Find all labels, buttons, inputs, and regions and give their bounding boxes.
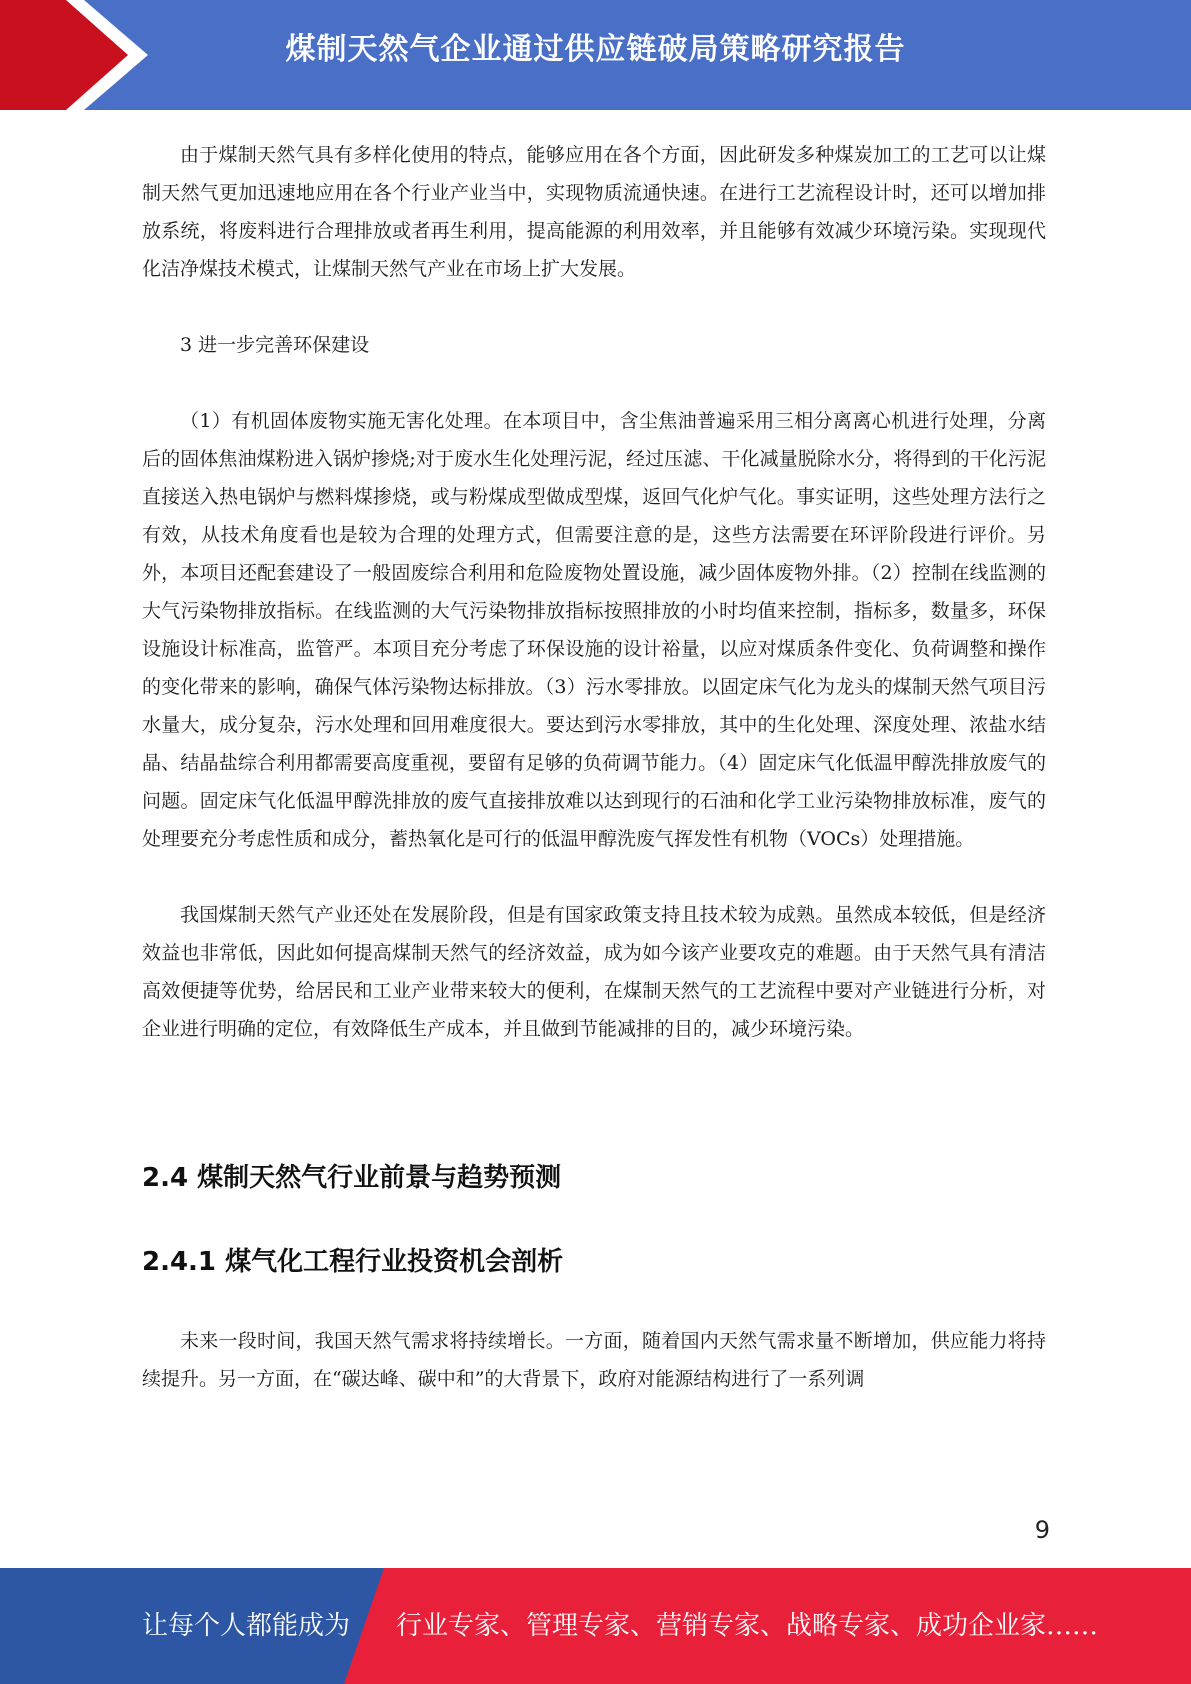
- paragraph-process-design: 由于煤制天然气具有多样化使用的特点，能够应用在各个方面，因此研发多种煤炭加工的工艺可以让煤制天然气更加迅速地应用在各个行业产业当中，实现物质流通快速。在进行工艺流程设计时，还可以增加排放系统，将废料进行合理排放或者再生利用，提高能源的利用效率，并且能够有效减少环境污染。实现现代化洁净煤技术模式，让煤制天然气产业在市场上扩大发展。: [142, 144, 1046, 280]
- section-heading-2-4-1: 2.4.1 煤气化工程行业投资机会剖析: [142, 1247, 564, 1277]
- page-number: 9: [1034, 1516, 1050, 1544]
- header-banner: [0, 0, 1191, 110]
- report-title: 煤制天然气企业通过供应链破局策略研究报告: [285, 32, 906, 67]
- footer-banner: [0, 1568, 1191, 1684]
- subheading-environmental: 3 进一步完善环保建设: [180, 334, 370, 356]
- paragraph-investment: 未来一段时间，我国天然气需求将持续增长。一方面，随着国内天然气需求量不断增加，供应能力将持续提升。另一方面，在“碳达峰、碳中和”的大背景下，政府对能源结构进行了一系列调: [142, 1330, 1046, 1390]
- section-heading-2-4: 2.4 煤制天然气行业前景与趋势预测: [142, 1163, 562, 1193]
- footer-slogan-left: 让每个人都能成为: [142, 1611, 351, 1641]
- paragraph-industry-status: 我国煤制天然气产业还处在发展阶段，但是有国家政策支持且技术较为成熟。虽然成本较低，但是经济效益也非常低，因此如何提高煤制天然气的经济效益，成为如今该产业要攻克的难题。由于天然气具有清洁高效便捷等优势，给居民和工业产业带来较大的便利，在煤制天然气的工艺流程中要对产业链进行分析，对企业进行明确的定位，有效降低生产成本，并且做到节能减排的目的，减少环境污染。: [142, 904, 1046, 1040]
- paragraph-environmental-measures: （1）有机固体废物实施无害化处理。在本项目中，含尘焦油普遍采用三相分离离心机进行处理，分离后的固体焦油煤粉进入锅炉掺烧;对于废水生化处理污泥，经过压滤、干化减量脱除水分，将得到的干化污泥直接送入热电锅炉与燃料煤掺烧，或与粉煤成型做成型煤，返回气化炉气化。事实证明，这些处理方法行之有效，从技术角度看也是较为合理的处理方式，但需要注意的是，这些方法需要在环评阶段进行评价。另外，本项目还配套建设了一般固废综合利用和危险废物处置设施，减少固体废物外排。（2）控制在线监测的大气污染物排放指标。在线监测的大气污染物排放指标按照排放的小时均值来控制，指标多，数量多，环保设施设计标准高，监管严。本项目充分考虑了环保设施的设计裕量，以应对煤质条件变化、负荷调整和操作的变化带来的影响，确保气体污染物达标排放。（3）污水零排放。以固定床气化为龙头的煤制天然气项目污水量大，成分复杂，污水处理和回用难度很大。要达到污水零排放，其中的生化处理、深度处理、浓盐水结晶、结晶盐综合利用都需要高度重视，要留有足够的负荷调节能力。（4）固定床气化低温甲醇洗排放废气的问题。固定床气化低温甲醇洗排放的废气直接排放难以达到现行的石油和化学工业污染物排放标准，废气的处理要充分考虑性质和成分，蓄热氧化是可行的低温甲醇洗废气挥发性有机物（VOCs）处理措施。: [142, 410, 1046, 850]
- footer-slogan-right: 行业专家、管理专家、营销专家、战略专家、成功企业家……: [396, 1611, 1099, 1641]
- main-content: [142, 136, 1046, 1398]
